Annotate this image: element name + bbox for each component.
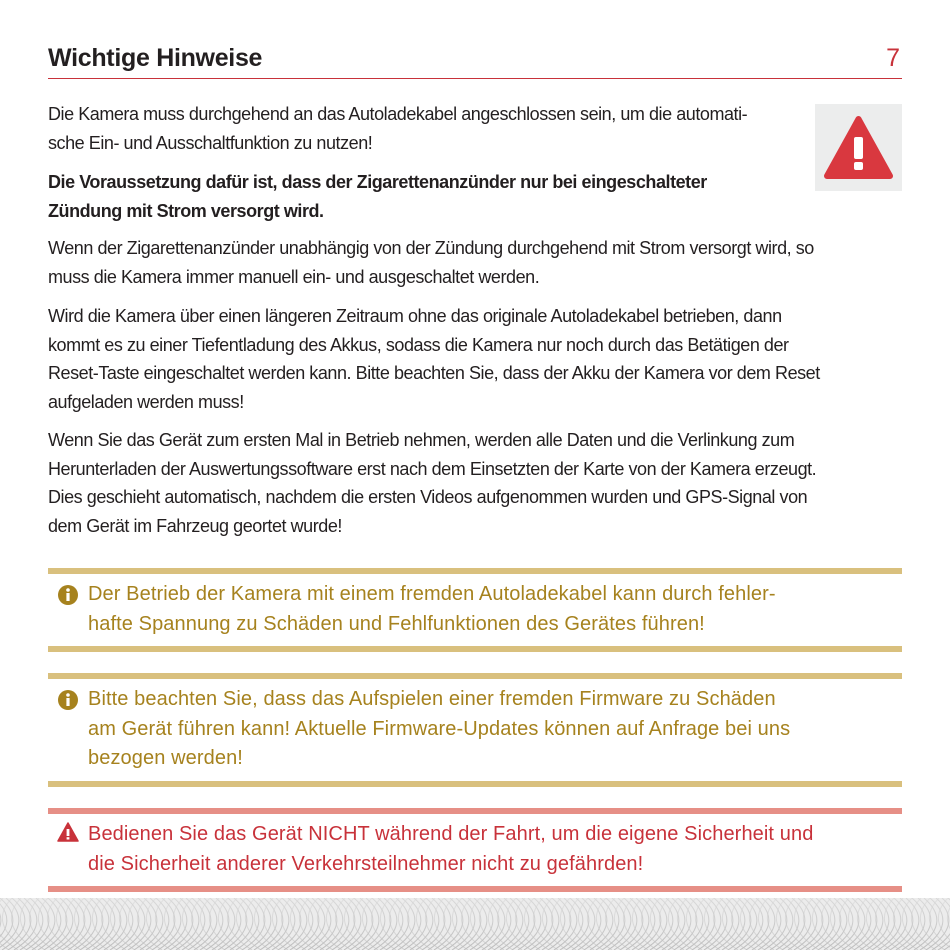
text-line: Herunterladen der Auswertungssoftware erst nach dem Einsetzten der Karte von der Kamera erzeugt. — [48, 458, 817, 479]
text-line: Wird die Kamera über einen längeren Zeitraum ohne das originale Autoladekabel betrieben, dann — [48, 306, 782, 326]
text-line: Wenn Sie das Gerät zum ersten Mal in Betrieb nehmen, werden alle Daten und die Verlinkung zum — [48, 430, 795, 450]
text-line: dem Gerät im Fahrzeug geortet wurde! — [48, 515, 342, 536]
paragraph-voraussetzung — [48, 168, 707, 225]
warning-divider — [48, 808, 902, 814]
text-line: Reset-Taste eingeschaltet werden kann. Bitte beachten Sie, dass der Akku der Kamera vor dem Reset — [48, 363, 820, 383]
info-circle-icon — [57, 584, 79, 606]
paragraph-tiefentladung — [48, 302, 820, 416]
text-line: Die Voraussetzung dafür ist, dass der Zigarettenanzünder nur bei eingeschalteter — [48, 172, 707, 192]
note-info-firmware — [88, 685, 790, 774]
text-line: Die Kamera muss durchgehend an das Autoladekabel angeschlossen sein, um die automati- — [48, 104, 748, 124]
note-line: Bitte beachten Sie, dass das Aufspielen einer fremden Firmware zu Schäden — [88, 688, 776, 710]
warning-triangle-icon — [815, 104, 902, 191]
text-line: kommt es zu einer Tiefentladung des Akkus, sodass die Kamera nur noch durch das Betätigen der — [48, 334, 789, 355]
text-line: aufgeladen werden muss! — [48, 391, 244, 412]
page-number: 7 — [886, 44, 900, 72]
info-circle-icon — [57, 689, 79, 711]
note-divider — [48, 646, 902, 652]
note-line: am Gerät führen kann! Aktuelle Firmware-Updates können auf Anfrage bei uns — [88, 717, 791, 740]
warning-triangle-icon — [57, 821, 79, 843]
note-divider — [48, 673, 902, 679]
text-line: muss die Kamera immer manuell ein- und ausgeschaltet werden. — [48, 266, 540, 287]
text-line: Wenn der Zigarettenanzünder unabhängig von der Zündung durchgehend mit Strom versorgt wird, so — [48, 238, 814, 258]
page-header — [48, 42, 902, 79]
warning-divider — [48, 886, 902, 892]
note-line: die Sicherheit anderer Verkehrsteilnehmer nicht zu gefährden! — [88, 852, 644, 875]
note-line: Der Betrieb der Kamera mit einem fremden Autoladekabel kann durch fehler- — [88, 583, 776, 605]
text-line: Zündung mit Strom versorgt wird. — [48, 200, 324, 221]
paragraph-autoladekabel — [48, 100, 747, 157]
note-line: hafte Spannung zu Schäden und Fehlfunktionen des Gerätes führen! — [88, 612, 705, 635]
note-divider — [48, 781, 902, 787]
text-line: Dies geschieht automatisch, nachdem die ersten Videos aufgenommen wurden und GPS-Signal von — [48, 487, 808, 507]
note-divider — [48, 568, 902, 574]
note-line: bezogen werden! — [88, 747, 243, 769]
paragraph-erste-inbetriebnahme — [48, 426, 816, 540]
note-info-autoladekabel — [88, 580, 776, 639]
note-warning-fahrt — [88, 820, 813, 879]
paragraph-zigarettenanzuender — [48, 234, 814, 291]
footer-pattern — [0, 898, 950, 950]
note-line: Bedienen Sie das Gerät NICHT während der Fahrt, um die eigene Sicherheit und — [88, 823, 814, 845]
page-title: Wichtige Hinweise — [48, 44, 263, 72]
text-line: sche Ein- und Ausschaltfunktion zu nutzen! — [48, 132, 373, 153]
warning-box — [815, 104, 902, 191]
